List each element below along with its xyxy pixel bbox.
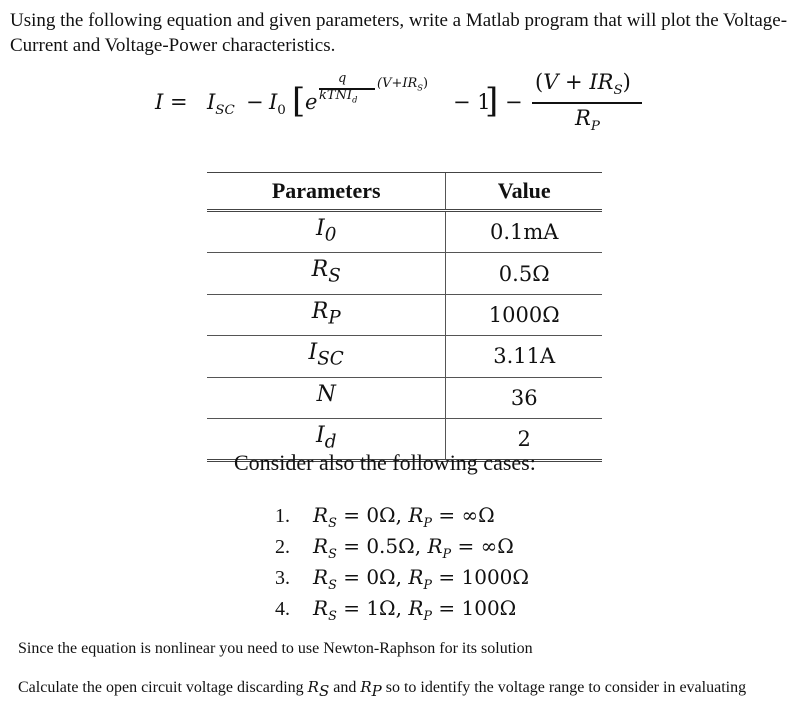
cases-list <box>275 500 529 624</box>
diode-equation <box>155 68 675 148</box>
param-value: 2 <box>446 418 602 460</box>
table-header-row <box>207 173 602 211</box>
cases-heading: Consider also the following cases: <box>234 450 536 475</box>
param-symbol: N <box>207 377 446 418</box>
param-symbol: $I_0$ <box>207 211 446 253</box>
table-row <box>207 377 602 418</box>
eq-exp-base: e <box>305 90 318 114</box>
eq-i0: $I_0$ <box>269 90 286 119</box>
eq-minus-2: − <box>505 90 523 114</box>
param-value: 1000Ω <box>446 294 602 335</box>
eq-minus: − <box>246 90 264 114</box>
eq-minus-one: − 1 <box>453 90 491 114</box>
param-symbol: $I_{SC}$ <box>207 336 446 377</box>
intro-text: Using the following equation and given parameters, write a Matlab program that will plot the Voltage-Current and Voltage-Power characteristics. <box>10 10 788 56</box>
param-symbol: $I_d$ <box>207 418 446 460</box>
list-item: 3. $R_S = 0\Omega$, $R_P = 1000\Omega$ <box>275 565 529 593</box>
list-item: 2. $R_S = 0.5\Omega$, $R_P = \infty\Omega$ <box>275 534 514 562</box>
eq-lhs: I = <box>155 90 188 114</box>
eq-exp-den: kTNI$_d$ <box>319 88 358 105</box>
param-value: 0.5Ω <box>446 253 602 294</box>
header-value: Value <box>446 173 602 211</box>
header-parameters: Parameters <box>207 173 446 211</box>
table-row <box>207 253 602 294</box>
eq-exp-paren: $(V+IR_S)$ <box>377 76 429 93</box>
eq-frac-den: $R_P$ <box>575 106 600 135</box>
param-value: 3.11A <box>446 336 602 377</box>
eq-exp-num: q <box>338 71 347 86</box>
param-symbol: $R_S$ <box>207 253 446 294</box>
newton-raphson-note: Since the equation is nonlinear you need to use Newton-Raphson for its solution <box>18 640 533 657</box>
param-value: 0.1mA <box>446 211 602 253</box>
eq-fraction-line <box>532 102 642 104</box>
parameters-table <box>207 172 602 462</box>
eq-isc: $I_{SC}$ <box>207 90 235 119</box>
param-value: 36 <box>446 377 602 418</box>
list-item: 1. $R_S = 0\Omega$, $R_P = \infty\Omega$ <box>275 503 495 531</box>
list-item: 4. $R_S = 1\Omega$, $R_P = 100\Omega$ <box>275 596 517 624</box>
open-circuit-note: Calculate the open circuit voltage discarding $R_S$ and $R_P$ so to identify the voltage range to consider in evaluating <box>18 678 747 701</box>
table-row <box>207 294 602 335</box>
table-row <box>207 211 602 253</box>
param-symbol: $R_P$ <box>207 294 446 335</box>
eq-left-bracket: [ <box>292 81 306 121</box>
eq-frac-num: $(V + IR_S)$ <box>535 70 631 99</box>
table-row <box>207 336 602 377</box>
eq-right-bracket: ] <box>485 81 499 121</box>
